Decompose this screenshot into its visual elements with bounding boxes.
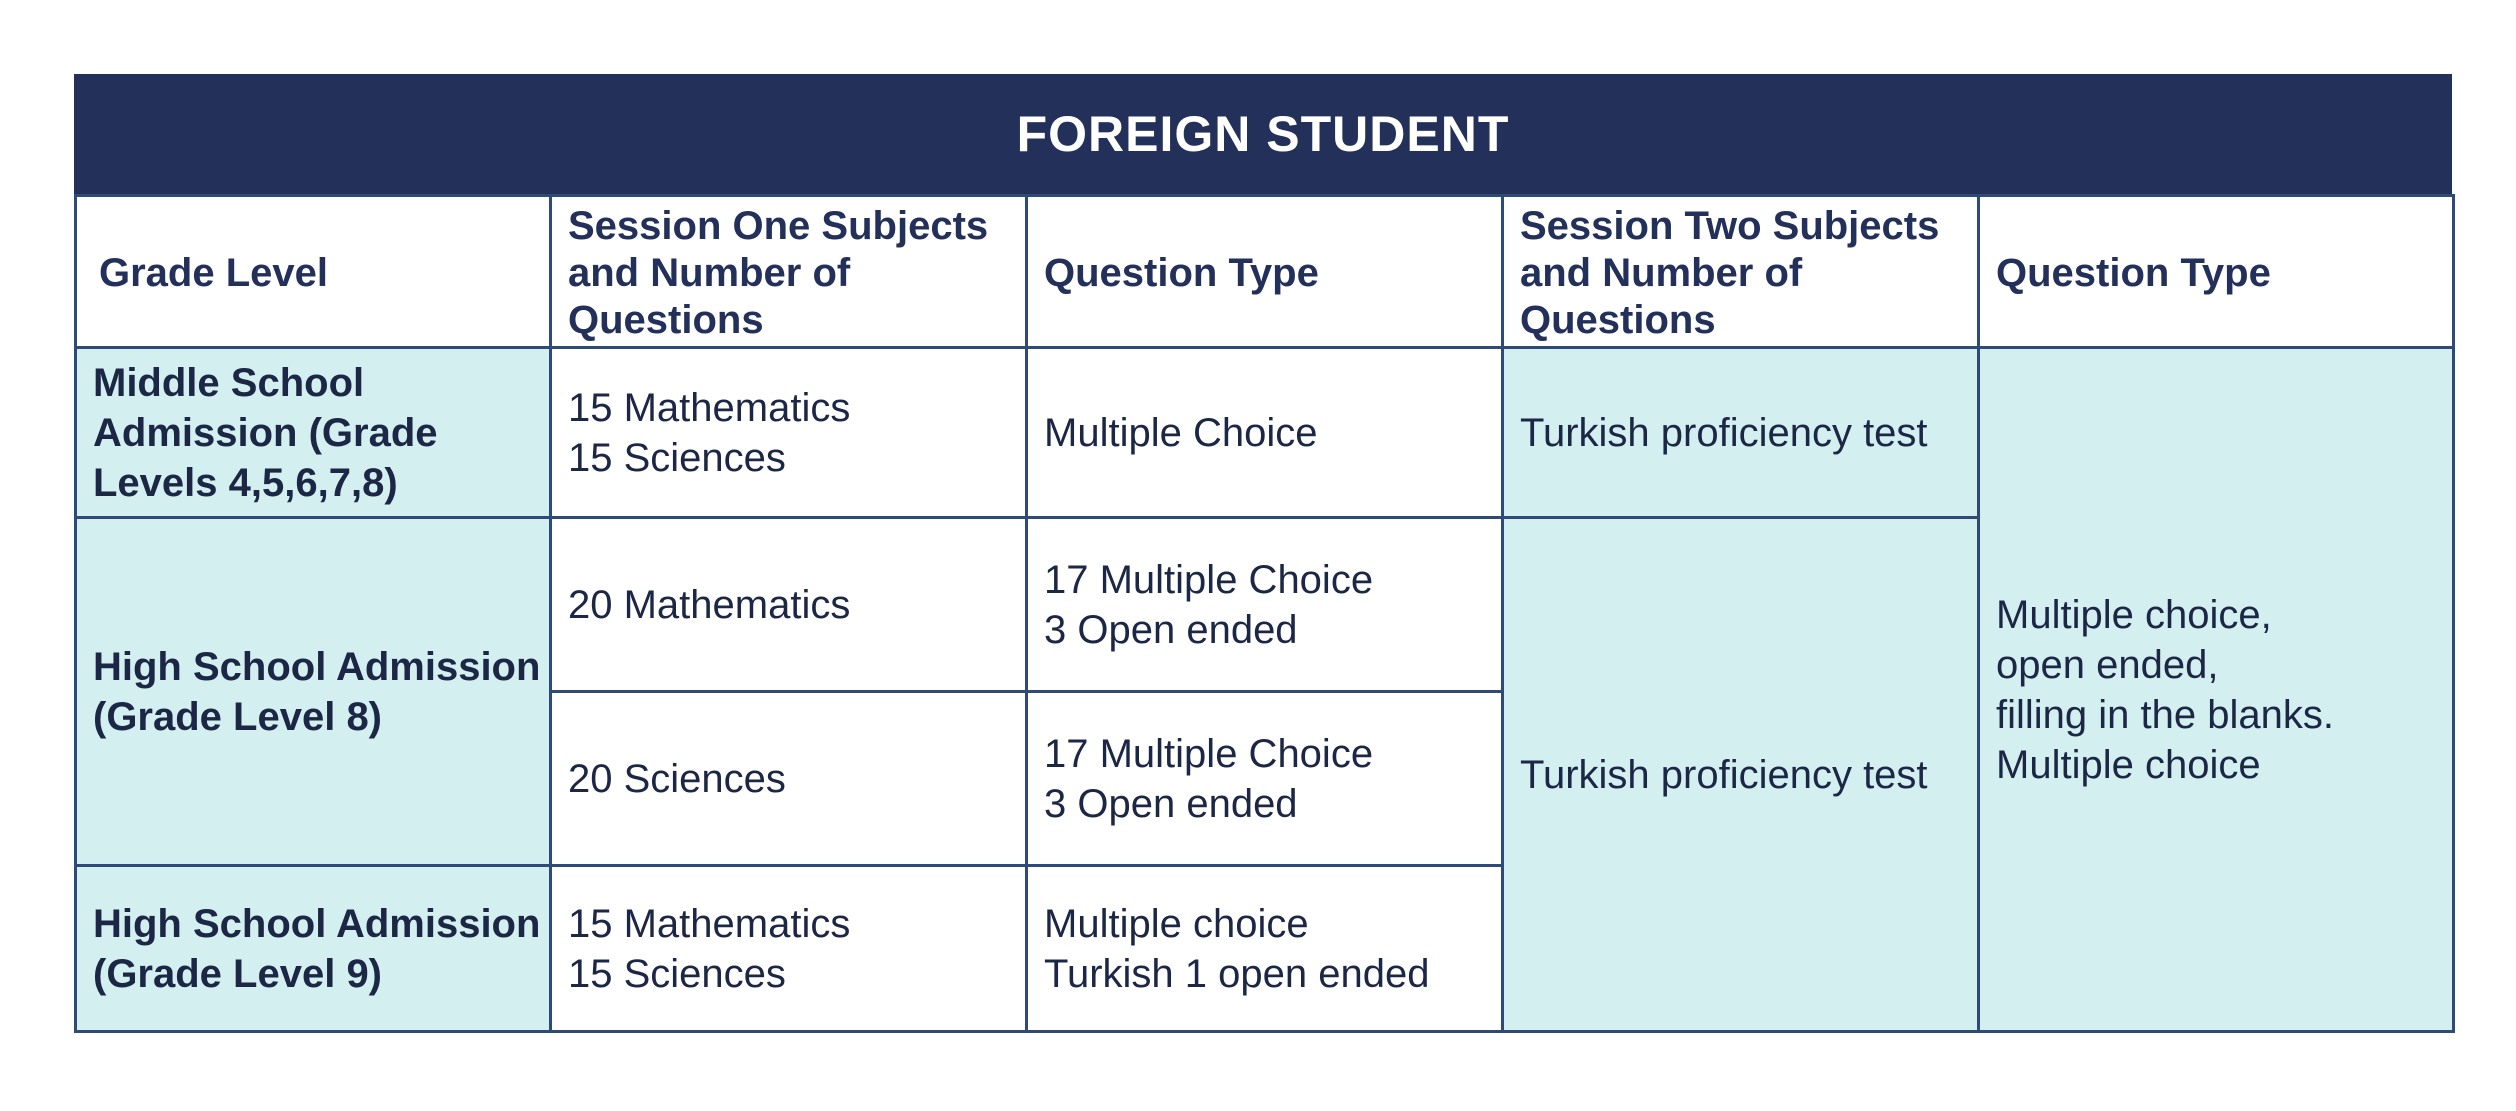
grade-line: (Grade Level 8) (93, 694, 383, 739)
table-title: FOREIGN STUDENT (74, 74, 2452, 194)
grade-line: Middle School (93, 360, 365, 405)
question-type-line: 17 Multiple Choice (1044, 731, 1374, 776)
question-type-2-line: filling in the blanks. (1996, 692, 2334, 737)
header-question-type-2: Question Type (1979, 196, 2454, 348)
session-two-cell (1503, 348, 1979, 518)
question-type-cell (1027, 348, 1503, 518)
subject-line: 20 Sciences (568, 756, 786, 801)
question-type-cell (1027, 866, 1503, 1032)
question-type-cell (1027, 692, 1503, 866)
question-type-line: 3 Open ended (1044, 781, 1298, 826)
header-grade-level: Grade Level (76, 196, 551, 348)
grade-line: Admission (Grade (93, 410, 438, 455)
grade-cell-high-school-8 (76, 518, 551, 866)
session-two-line: Turkish proficiency test (1520, 410, 1928, 455)
session-one-cell (551, 866, 1027, 1032)
session-one-cell (551, 348, 1027, 518)
grade-line: Levels 4,5,6,7,8) (93, 460, 398, 505)
question-type-line: Turkish 1 open ended (1044, 951, 1430, 996)
grade-cell-middle-school (76, 348, 551, 518)
subject-line: 20 Mathematics (568, 582, 851, 627)
question-type-2-line: open ended, (1996, 642, 2219, 687)
table-row (76, 348, 2454, 518)
session-two-line: Turkish proficiency test (1520, 752, 1928, 797)
session-one-cell (551, 692, 1027, 866)
subject-line: 15 Mathematics (568, 901, 851, 946)
grade-line: High School Admission (93, 644, 541, 689)
subject-line: 15 Sciences (568, 951, 786, 996)
header-session-two: Session Two Subjects and Number of Questions (1503, 196, 1979, 348)
question-type-line: 3 Open ended (1044, 607, 1298, 652)
exam-structure-table (74, 74, 2452, 1033)
header-row (76, 196, 2454, 348)
subject-line: 15 Mathematics (568, 385, 851, 430)
question-type-line: Multiple Choice (1044, 410, 1318, 455)
question-type-2-cell (1979, 348, 2454, 1032)
grade-cell-high-school-9 (76, 866, 551, 1032)
session-two-cell (1503, 518, 1979, 1032)
question-type-line: 17 Multiple Choice (1044, 557, 1374, 602)
question-type-cell (1027, 518, 1503, 692)
question-type-line: Multiple choice (1044, 901, 1309, 946)
subject-line: 15 Sciences (568, 435, 786, 480)
exam-table (74, 194, 2455, 1033)
header-question-type-1: Question Type (1027, 196, 1503, 348)
question-type-2-line: Multiple choice, (1996, 592, 2272, 637)
grade-line: High School Admission (93, 901, 541, 946)
session-one-cell (551, 518, 1027, 692)
grade-line: (Grade Level 9) (93, 951, 383, 996)
header-session-one: Session One Subjects and Number of Questions (551, 196, 1027, 348)
question-type-2-line: Multiple choice (1996, 742, 2261, 787)
